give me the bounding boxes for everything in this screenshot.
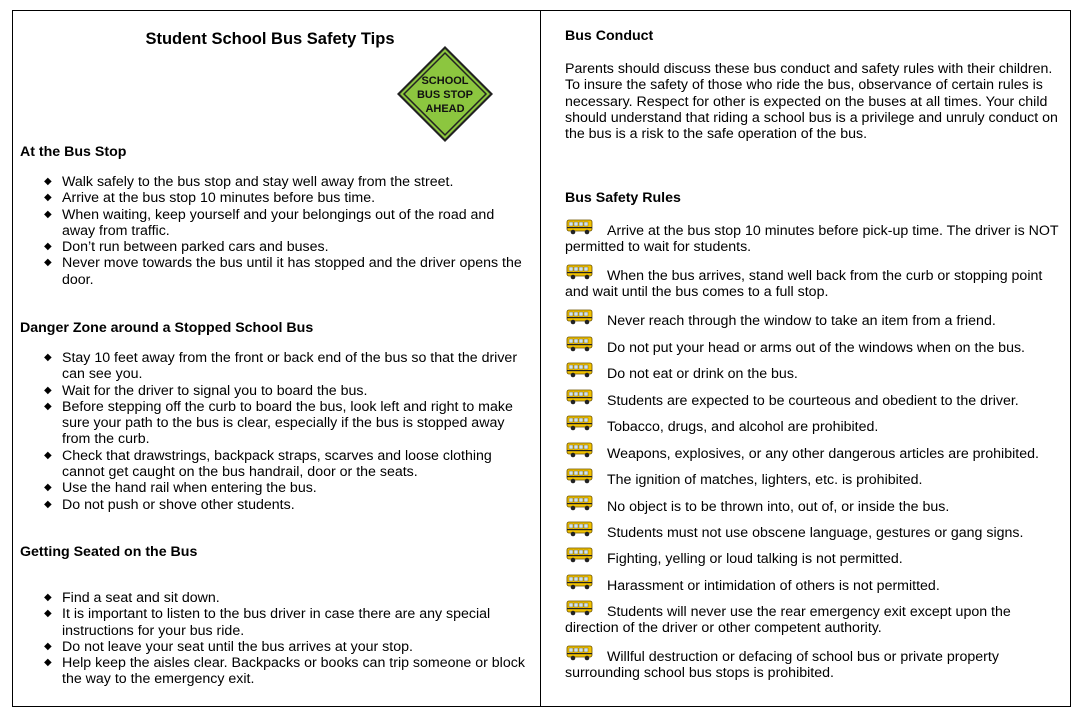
school-bus-icon [565, 262, 595, 282]
rule-text: No object is to be thrown into, out of, or inside the bus. [607, 499, 950, 515]
school-bus-stop-ahead-sign [395, 44, 495, 144]
school-bus-icon [565, 466, 595, 486]
rule-text: When the bus arrives, stand well back from the curb or stopping point and wait until the bus comes to a full stop. [565, 268, 1043, 301]
list-item: ◆ Wait for the driver to signal you to board the bus. [20, 383, 530, 399]
list-item: ◆ Use the hand rail when entering the bus. [20, 480, 530, 496]
rule-text: Never reach through the window to take an item from a friend. [607, 313, 996, 329]
sign-line-2: BUS STOP [416, 89, 474, 101]
getting-seated-list [20, 590, 530, 688]
section-heading: Bus Conduct [565, 28, 654, 44]
rule-item [565, 499, 1065, 515]
sign-line-3: AHEAD [425, 103, 465, 115]
rule-text: Harassment or intimidation of others is not permitted. [607, 578, 940, 594]
section-heading: Danger Zone around a Stopped School Bus [20, 320, 314, 336]
rule-text: Arrive at the bus stop 10 minutes before pick-up time. The driver is NOT permitted to wait for students. [565, 223, 1059, 256]
list-item: ◆ Before stepping off the curb to board the bus, look left and right to make sure your path to the bus is clear, especially if the bus is stopped away from the curb. [20, 399, 530, 448]
school-bus-icon [565, 334, 595, 354]
section-heading: At the Bus Stop [20, 144, 127, 160]
school-bus-icon [565, 643, 595, 663]
school-bus-icon [565, 413, 595, 433]
rule-text: Fighting, yelling or loud talking is not permitted. [607, 551, 903, 567]
column-divider [540, 10, 541, 707]
list-item: ◆ Find a seat and sit down. [20, 590, 530, 606]
rule-text: Do not eat or drink on the bus. [607, 366, 798, 382]
rule-item [565, 393, 1065, 409]
rule-item [565, 551, 1065, 567]
school-bus-icon [565, 307, 595, 327]
rule-text: Students are expected to be courteous and obedient to the driver. [607, 393, 1019, 409]
getting-seated-section [20, 544, 530, 688]
rule-item [565, 313, 1065, 329]
school-bus-icon [565, 519, 595, 539]
rule-item [565, 223, 1065, 256]
rule-text: Students must not use obscene language, gestures or gang signs. [607, 525, 1024, 541]
list-item: ◆ Help keep the aisles clear. Backpacks or books can trip someone or block the way to the emergency exit. [20, 655, 530, 688]
sign-line-1: SCHOOL [421, 75, 469, 87]
rule-item [565, 340, 1065, 356]
school-bus-icon [565, 493, 595, 513]
bus-conduct-paragraph: Parents should discuss these bus conduct and safety rules with their children. To insure the safety of those who ride the bus, observance of certain rules is necessary. Respect for other is expected on the buses at all times. Your child should understand that riding a school bus is a privilege and unruly conduct on the bus is a risk to the safe operation of the bus. [565, 61, 1058, 143]
list-item: ◆ Do not leave your seat until the bus arrives at your stop. [20, 639, 530, 655]
list-item: ◆ Never move towards the bus until it has stopped and the driver opens the door. [20, 255, 530, 288]
rule-text: The ignition of matches, lighters, etc. is prohibited. [607, 472, 923, 488]
school-bus-icon [565, 572, 595, 592]
list-item: ◆ Check that drawstrings, backpack straps, scarves and loose clothing cannot get caught on the bus handrail, door or the seats. [20, 448, 530, 481]
rule-text: Willful destruction or defacing of school bus or private property surrounding school bus stops is prohibited. [565, 649, 999, 682]
list-item: ◆ Walk safely to the bus stop and stay well away from the street. [20, 174, 530, 190]
section-heading: Bus Safety Rules [565, 190, 681, 206]
list-item: ◆ Stay 10 feet away from the front or back end of the bus so that the driver can see you. [20, 350, 530, 383]
rule-item [565, 525, 1065, 541]
rule-text: Do not put your head or arms out of the windows when on the bus. [607, 340, 1025, 356]
list-item: ◆ Do not push or shove other students. [20, 497, 530, 513]
list-item: ◆ It is important to listen to the bus driver in case there are any special instructions for your bus ride. [20, 606, 530, 639]
school-bus-icon [565, 360, 595, 380]
rule-item [565, 268, 1065, 301]
school-bus-icon [565, 440, 595, 460]
school-bus-icon [565, 545, 595, 565]
list-item: ◆ When waiting, keep yourself and your belongings out of the road and away from traffic. [20, 207, 530, 240]
rule-item [565, 419, 1065, 435]
section-heading: Getting Seated on the Bus [20, 544, 198, 560]
rule-item [565, 604, 1065, 637]
rule-item [565, 446, 1065, 462]
rule-item [565, 472, 1065, 488]
danger-zone-section [20, 320, 530, 513]
school-bus-icon [565, 387, 595, 407]
school-bus-icon [565, 598, 595, 618]
rule-text: Weapons, explosives, or any other dangerous articles are prohibited. [607, 446, 1039, 462]
list-item: ◆ Don’t run between parked cars and buses. [20, 239, 530, 255]
rule-item [565, 578, 1065, 594]
rule-text: Tobacco, drugs, and alcohol are prohibited. [607, 419, 879, 435]
list-item: ◆ Arrive at the bus stop 10 minutes before bus time. [20, 190, 530, 206]
rule-item [565, 366, 1065, 382]
at-bus-stop-section [20, 144, 530, 288]
danger-zone-list [20, 350, 530, 513]
right-column [565, 28, 1065, 682]
school-bus-icon [565, 217, 595, 237]
rule-item [565, 649, 1065, 682]
page-title: Student School Bus Safety Tips [145, 30, 395, 48]
at-bus-stop-list [20, 174, 530, 288]
rule-text: Students will never use the rear emergency exit except upon the direction of the driver or other competent authority. [565, 604, 1011, 637]
